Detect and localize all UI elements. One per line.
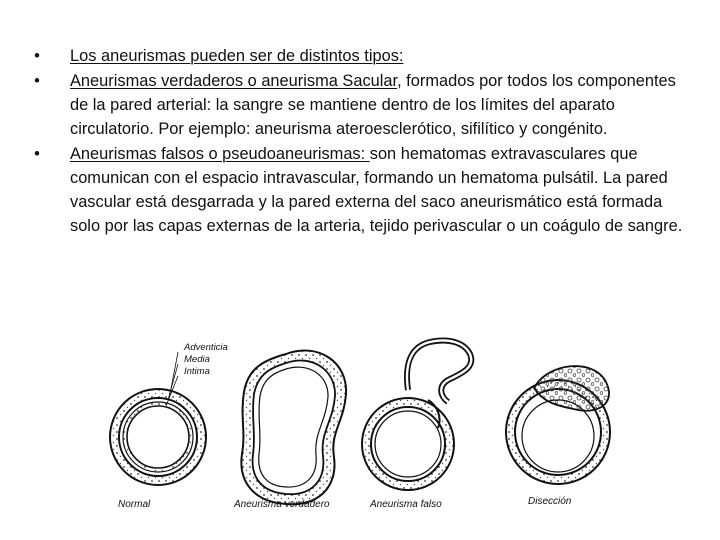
dissection-drawing: [506, 366, 610, 484]
aneurysm-types-illustration: [108, 332, 628, 522]
bullet-lead-text: Los aneurismas pueden ser de distintos tipos:: [70, 47, 404, 65]
bullet-item-tipos: [30, 44, 690, 68]
false-aneurysm-drawing: [362, 341, 471, 491]
true-aneurysm-drawing: [241, 350, 346, 504]
bullet-list: [30, 44, 690, 239]
bullet-item-verdaderos: [30, 69, 690, 141]
bullet-marker: •: [34, 47, 40, 65]
caption-diseccion: Disección: [528, 496, 572, 507]
bullet-rest-text: son hematomas extravasculares que comunican con el espacio intravascular, formando un hematoma pulsátil. La pared vascular está desgarrada y la pared externa del saco aneurismático está formada solo por las capas externas de la arteria, tejido perivascular o un coágulo de sangre.: [70, 145, 683, 235]
bullet-rest-text: , formados por todos los componentes de la pared arterial: la sangre se mantiene dentro de los límites del aparato circulatorio. Por ejemplo: aneurisma ateroesclerótico, sifilítico y congénito.: [70, 72, 676, 138]
bullet-marker: •: [34, 145, 40, 163]
label-media: Media: [184, 354, 210, 365]
caption-aneurisma-verdadero: Aneurisma verdadero: [234, 499, 330, 510]
label-intima: Intima: [184, 366, 210, 377]
caption-normal: Normal: [118, 499, 151, 510]
bullet-lead-text: Aneurismas falsos o pseudoaneurismas:: [70, 145, 370, 163]
label-adventicia: Adventicia: [184, 342, 228, 353]
caption-aneurisma-falso: Aneurisma falso: [370, 499, 442, 510]
bullet-lead-text: Aneurismas verdaderos o aneurisma Sacular: [70, 72, 398, 90]
bullet-marker: •: [34, 72, 40, 90]
bullet-item-falsos: [30, 142, 690, 238]
